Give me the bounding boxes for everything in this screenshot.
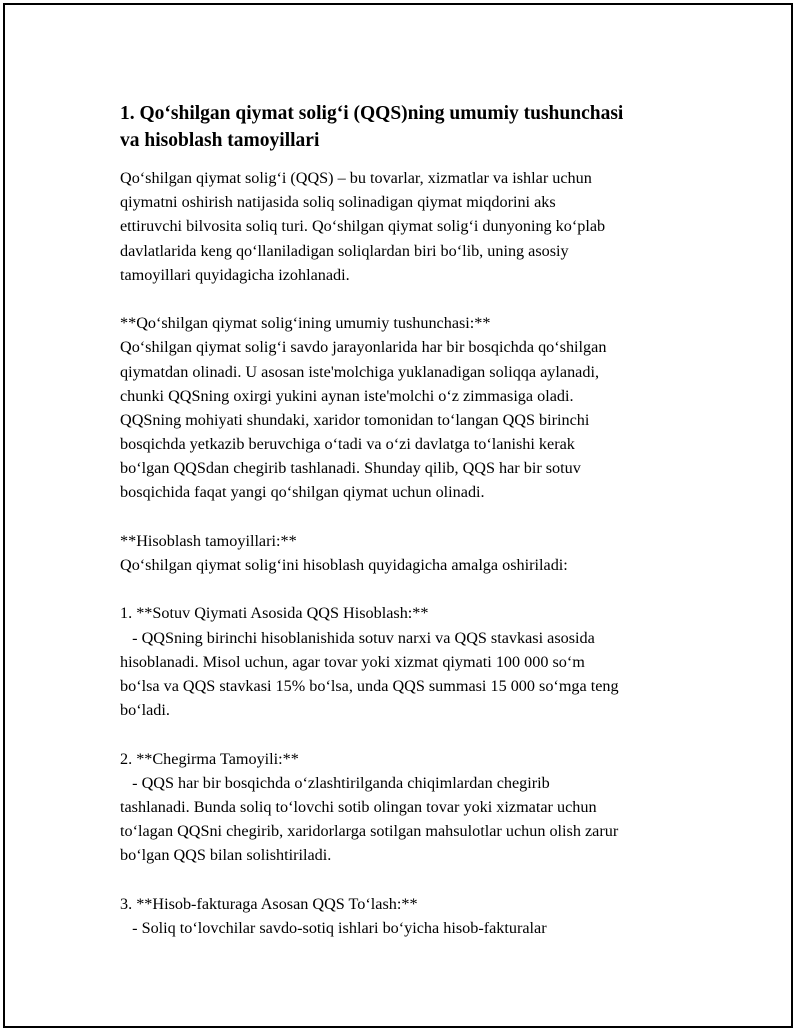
body-line: bo‘lgan QQSdan chegirib tashlanadi. Shunday qilib, QQS har bir sotuv	[120, 459, 581, 478]
body-line: Qo‘shilgan qiymat solig‘i savdo jarayonlarida har bir bosqichda qo‘shilgan	[120, 338, 607, 357]
blank-line	[120, 287, 700, 311]
blank-line	[120, 577, 700, 601]
document-body	[120, 166, 700, 940]
body-line: **Qo‘shilgan qiymat solig‘ining umumiy tushunchasi:**	[120, 314, 491, 333]
body-line: to‘lagan QQSni chegirib, xaridorlarga sotilgan mahsulotlar uchun olish zarur	[120, 822, 619, 841]
heading-line: 1. Qo‘shilgan qiymat solig‘i (QQS)ning umumiy tushunchasi	[120, 103, 624, 124]
body-line: bo‘ladi.	[120, 701, 170, 720]
body-line: bo‘lsa va QQS stavkasi 15% bo‘lsa, unda QQS summasi 15 000 so‘mga teng	[120, 676, 619, 695]
body-line: **Hisoblash tamoyillari:**	[120, 531, 297, 550]
heading-line: va hisoblash tamoyillari	[120, 130, 320, 151]
body-line: chunki QQSning oxirgi yukini aynan iste'molchi o‘z zimmasiga oladi.	[120, 386, 574, 405]
body-line: QQSning mohiyati shundaki, xaridor tomonidan to‘langan QQS birinchi	[120, 410, 590, 429]
body-line: tashlanadi. Bunda soliq to‘lovchi sotib olingan tovar yoki xizmatar uchun	[120, 797, 597, 816]
body-line: - Soliq to‘lovchilar savdo-sotiq ishlari bo‘yicha hisob-fakturalar	[120, 918, 547, 937]
body-line: qiymatni oshirish natijasida soliq solinadigan qiymat miqdorini aks	[120, 193, 556, 212]
body-line: bosqichida faqat yangi qo‘shilgan qiymat uchun olinadi.	[120, 483, 485, 502]
body-line: davlatlarida keng qo‘llaniladigan soliqlardan biri bo‘lib, uning asosiy	[120, 241, 569, 260]
body-line: 2. **Chegirma Tamoyili:**	[120, 749, 299, 768]
page-frame	[3, 3, 793, 1028]
document-heading	[120, 100, 700, 154]
body-line: - QQS har bir bosqichda o‘zlashtirilganda chiqimlardan chegirib	[120, 773, 550, 792]
body-line: bosqichda yetkazib beruvchiga o‘tadi va o‘zi davlatga to‘lanishi kerak	[120, 435, 575, 454]
body-line: Qo‘shilgan qiymat solig‘ini hisoblash quyidagicha amalga oshiriladi:	[120, 556, 568, 574]
document-content	[120, 100, 700, 940]
body-line: tamoyillari quyidagicha izohlanadi.	[120, 265, 350, 284]
body-line: ettiruvchi bilvosita soliq turi. Qo‘shilgan qiymat solig‘i dunyoning ko‘plab	[120, 217, 606, 236]
body-line: bo‘lgan QQS bilan solishtiriladi.	[120, 846, 332, 865]
blank-line	[120, 722, 700, 746]
body-line: qiymatdan olinadi. U asosan iste'molchiga yuklanadigan soliqqa aylanadi,	[120, 362, 599, 381]
body-line: hisoblanadi. Misol uchun, agar tovar yoki xizmat qiymati 100 000 so‘m	[120, 652, 585, 671]
body-line: 1. **Sotuv Qiymati Asosida QQS Hisoblash:**	[120, 604, 429, 623]
body-line: - QQSning birinchi hisoblanishida sotuv narxi va QQS stavkasi asosida	[120, 628, 595, 647]
blank-line	[120, 867, 700, 891]
body-line: 3. **Hisob-fakturaga Asosan QQS To‘lash:**	[120, 894, 418, 913]
body-line: Qo‘shilgan qiymat solig‘i (QQS) – bu tovarlar, xizmatlar va ishlar uchun	[120, 169, 592, 187]
blank-line	[120, 505, 700, 529]
